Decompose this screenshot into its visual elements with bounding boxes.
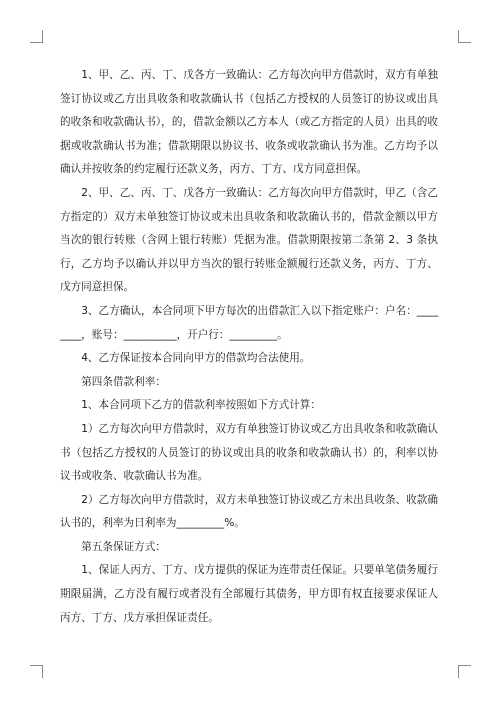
crop-mark-top-left: [30, 30, 43, 43]
paragraph-interest-item-2: 2）乙方每次向甲方借款时，双方未单独签订协议或乙方未出具收条、收款确认书的，利率为日利率为_________%。: [60, 493, 438, 530]
paragraph-clause-1: 1、甲、乙、丙、丁、戊各方一致确认：乙方每次向甲方借款时，双方有单独签订协议或乙方出具收条和收款确认书（包括乙方授权的人员签订的协议或出具的收条和收款确认书），的，借款金额以乙方本人（或乙方指定的人员）出具的收据或收款确认书为准；借款期限以协议书、收条或收款确认书为准。乙方均予以确认并按收条的约定履行还款义务，丙方、丁方、戊方同意担保。: [60, 69, 438, 176]
section-heading-article-5: 第五条保证方式：: [81, 540, 166, 553]
section-heading-article-4: 第四条借款利率：: [81, 375, 166, 388]
paragraph-guarantee-1: 1、保证人丙方、丁方、戊方提供的保证为连带责任保证。只要单笔债务履行期限届满，乙方没有履行或者没有全部履行其债务，甲方即有权直接要求保证人丙方、丁方、戊方承担保证责任。: [60, 564, 438, 624]
paragraph-interest-item-1: 1）乙方每次向甲方借款时，双方有单独签订协议或乙方出具收条和收款确认书（包括乙方授权的人员签订的协议或出具的收条和收款确认书）的，利率以协议书或收条、收款确认书为准。: [60, 422, 438, 483]
paragraph-clause-3-account: 3、乙方确认，本合同项下甲方每次的出借款汇入以下指定账户：户名：________，账号：__________，开户行：_________。: [60, 304, 438, 341]
paragraph-clause-2: 2、甲、乙、丙、丁、戊各方一致确认：乙方每次向甲方借款时，甲乙（含乙方指定的）双方未单独签订协议或未出具收条和收款确认书的，借款金额以甲方当次的银行转账（含网上银行转账）凭据为准。借款期限按第二条第 2、3 条执行，乙方均予以确认并以甲方当次的银行转账金额履行还款义务，丙方、丁方、戊方同意担保。: [60, 186, 438, 294]
paragraph-interest-intro: 1、本合同项下乙方的借款利率按照如下方式计算：: [81, 399, 321, 412]
crop-mark-bottom-left: [30, 665, 43, 678]
document-body: [60, 64, 438, 630]
crop-mark-top-right: [458, 30, 471, 43]
crop-mark-bottom-right: [458, 665, 471, 678]
paragraph-clause-4: 4、乙方保证按本合同向甲方的借款均合法使用。: [81, 352, 311, 365]
